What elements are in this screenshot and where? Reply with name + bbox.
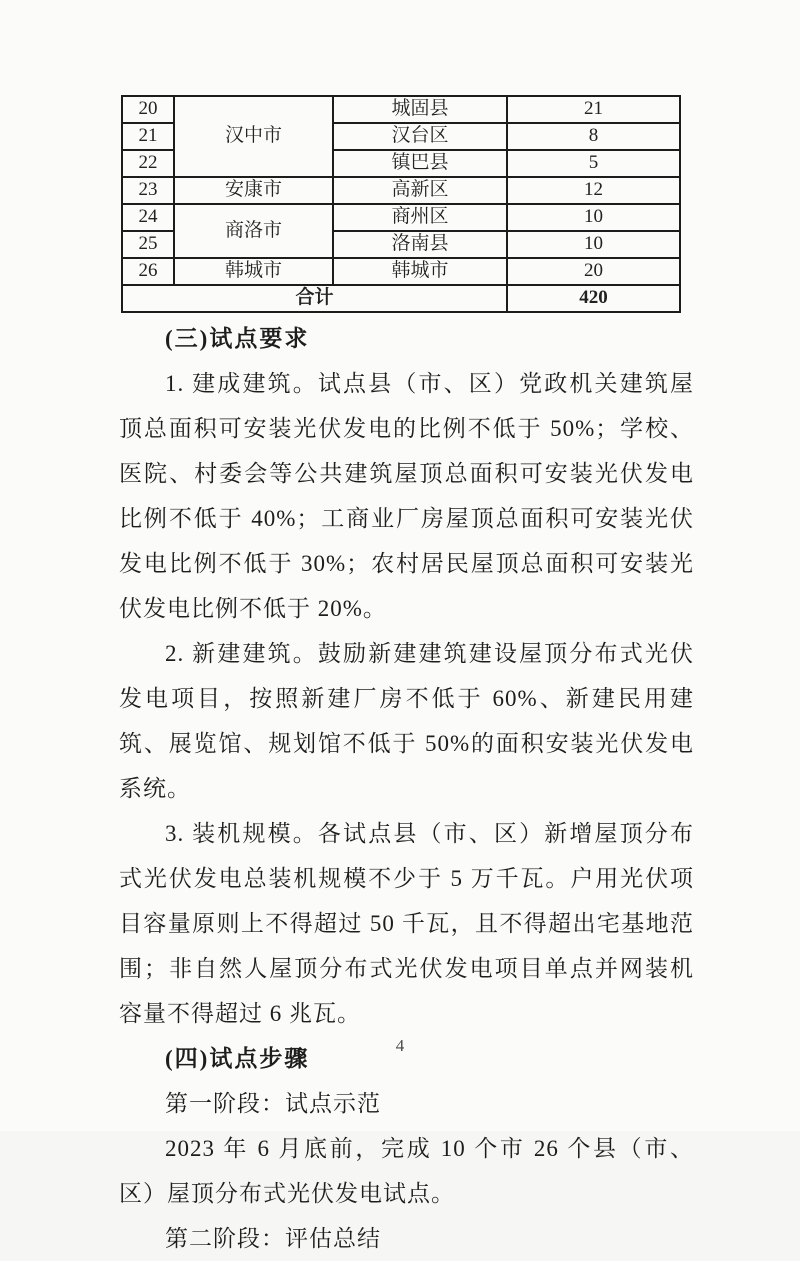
- total-label-cell: 合计: [122, 285, 507, 312]
- row-no-cell: 26: [122, 258, 174, 285]
- table-row: [122, 177, 680, 204]
- county-cell: 汉台区: [333, 123, 507, 150]
- city-cell: 商洛市: [174, 204, 333, 258]
- value-cell: 10: [507, 204, 680, 231]
- row-no-cell: 24: [122, 204, 174, 231]
- value-cell: 21: [507, 96, 680, 123]
- county-cell: 韩城市: [333, 258, 507, 285]
- body-text: [119, 316, 694, 1261]
- pilot-quota-table: [121, 95, 681, 313]
- county-cell: 高新区: [333, 177, 507, 204]
- table-total-row: [122, 285, 680, 312]
- county-cell: 镇巴县: [333, 150, 507, 177]
- total-value-cell: 420: [507, 285, 680, 312]
- city-cell: 汉中市: [174, 96, 333, 177]
- stage-one-paragraph: 2023 年 6 月底前，完成 10 个市 26 个县（市、区）屋顶分布式光伏发电试点。: [119, 1136, 694, 1206]
- stage-one-title: 第一阶段：试点示范: [165, 1091, 381, 1116]
- county-cell: 城固县: [333, 96, 507, 123]
- stage-two-title: 第二阶段：评估总结: [165, 1226, 381, 1251]
- section-heading-steps: (四)试点步骤: [165, 1046, 310, 1071]
- row-no-cell: 23: [122, 177, 174, 204]
- row-no-cell: 21: [122, 123, 174, 150]
- city-cell: 韩城市: [174, 258, 333, 285]
- county-cell: 洛南县: [333, 231, 507, 258]
- value-cell: 8: [507, 123, 680, 150]
- paragraph-installed-capacity: 3. 装机规模。各试点县（市、区）新增屋顶分布式光伏发电总装机规模不少于 5 万千瓦。户用光伏项目容量原则上不得超过 50 千瓦，且不得超出宅基地范围；非自然人屋顶分布式光伏发电项目单点并网装机容量不得超过 6 兆瓦。: [119, 821, 694, 1026]
- value-cell: 5: [507, 150, 680, 177]
- page-number: 4: [395, 1036, 405, 1055]
- value-cell: 12: [507, 177, 680, 204]
- value-cell: 20: [507, 258, 680, 285]
- paragraph-built-buildings: 1. 建成建筑。试点县（市、区）党政机关建筑屋顶总面积可安装光伏发电的比例不低于 50%；学校、医院、村委会等公共建筑屋顶总面积可安装光伏发电比例不低于 40%；工商业厂房屋顶总面积可安装光伏发电比例不低于 30%；农村居民屋顶总面积可安装光伏发电比例不低于 20%。: [119, 371, 694, 621]
- table-row: [122, 96, 680, 123]
- section-heading-requirements: (三)试点要求: [165, 326, 310, 351]
- table-row: [122, 204, 680, 231]
- city-cell: 安康市: [174, 177, 333, 204]
- row-no-cell: 25: [122, 231, 174, 258]
- county-cell: 商州区: [333, 204, 507, 231]
- row-no-cell: 20: [122, 96, 174, 123]
- value-cell: 10: [507, 231, 680, 258]
- table-row: [122, 258, 680, 285]
- row-no-cell: 22: [122, 150, 174, 177]
- paragraph-new-buildings: 2. 新建建筑。鼓励新建建筑建设屋顶分布式光伏发电项目，按照新建厂房不低于 60%、新建民用建筑、展览馆、规划馆不低于 50%的面积安装光伏发电系统。: [119, 641, 694, 801]
